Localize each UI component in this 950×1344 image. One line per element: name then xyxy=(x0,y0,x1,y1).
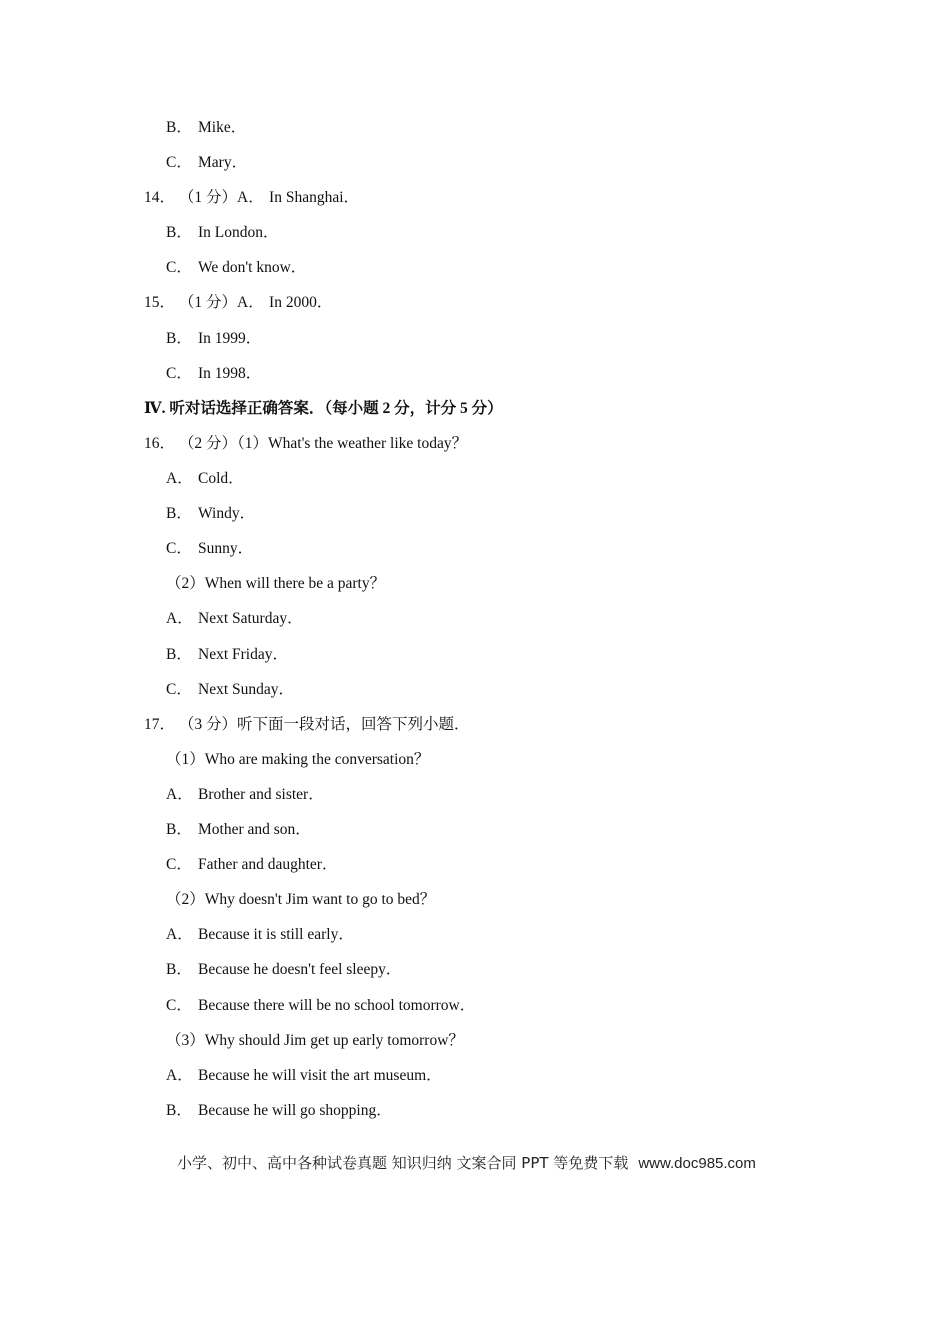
question-score: （3 分） xyxy=(178,716,238,733)
option-text: Father and daughter． xyxy=(198,856,338,873)
option-c xyxy=(166,855,337,875)
option-text: Brother and sister． xyxy=(198,786,324,803)
option-c xyxy=(166,539,253,559)
option-c xyxy=(166,680,294,700)
sub-question: （2）Why doesn't Jim want to go to bed？ xyxy=(166,891,436,908)
option-letter: C． xyxy=(166,997,192,1014)
question-score: （1 分） xyxy=(178,189,238,206)
sub-question: （3）Why should Jim get up early tomorrow？ xyxy=(166,1032,464,1049)
option-letter: C． xyxy=(166,154,192,171)
option-c xyxy=(166,258,306,278)
option-text: In 1998． xyxy=(198,365,262,382)
question-17 xyxy=(144,715,470,735)
question-number: 17． xyxy=(144,716,176,733)
option-text: Because he will visit the art museum． xyxy=(198,1067,442,1084)
option-text: Because he doesn't feel sleepy． xyxy=(198,961,402,978)
section-heading: Ⅳ. 听对话选择正确答案．（每小题 2 分，计分 5 分） xyxy=(144,400,503,417)
option-letter: B． xyxy=(166,646,192,663)
option-letter: B． xyxy=(166,961,192,978)
option-letter: A． xyxy=(237,294,264,311)
option-b xyxy=(166,118,246,138)
option-letter: A． xyxy=(166,610,193,627)
question-number: 15． xyxy=(144,294,176,311)
option-text: In 2000． xyxy=(269,294,333,311)
option-a xyxy=(166,785,324,805)
option-letter: A． xyxy=(237,189,264,206)
option-c xyxy=(166,364,261,384)
option-text: Next Saturday． xyxy=(198,610,303,627)
option-text: Mother and son． xyxy=(198,821,311,838)
option-letter: B． xyxy=(166,330,192,347)
sub-question: （2）When will there be a party？ xyxy=(166,575,386,592)
option-text: In 1999． xyxy=(198,330,262,347)
option-text: Windy． xyxy=(198,505,256,522)
option-b xyxy=(166,504,255,524)
option-a xyxy=(166,469,244,489)
option-letter: B． xyxy=(166,119,192,136)
option-text: Next Friday． xyxy=(198,646,288,663)
question-score: （2 分） xyxy=(178,435,238,452)
option-text: Because he will go shopping． xyxy=(198,1102,392,1119)
option-letter: A． xyxy=(166,926,193,943)
question-number: 16． xyxy=(144,435,176,452)
option-letter: C． xyxy=(166,681,192,698)
option-b xyxy=(166,645,288,665)
option-letter: C． xyxy=(166,540,192,557)
option-b xyxy=(166,960,401,980)
option-letter: A． xyxy=(166,786,193,803)
option-a xyxy=(166,1066,442,1086)
option-b xyxy=(166,223,279,243)
sub-question: （1）Who are making the conversation？ xyxy=(166,751,430,768)
question-14 xyxy=(144,188,359,208)
option-text: Because it is still early． xyxy=(198,926,354,943)
option-text: Mike． xyxy=(198,119,247,136)
option-letter: B． xyxy=(166,505,192,522)
footer-text: 小学、初中、高中各种试卷真题 知识归纳 文案合同 PPT 等免费下载 xyxy=(177,1154,629,1172)
question-number: 14． xyxy=(144,189,176,206)
question-16 xyxy=(144,434,467,454)
question-score: （1 分） xyxy=(178,294,238,311)
option-b xyxy=(166,329,261,349)
option-text: Cold． xyxy=(198,470,244,487)
option-c xyxy=(166,996,475,1016)
option-letter: C． xyxy=(166,365,192,382)
question-15 xyxy=(144,293,332,313)
option-letter: A． xyxy=(166,1067,193,1084)
question-text: 听下面一段对话，回答下列小题． xyxy=(237,716,470,733)
option-letter: C． xyxy=(166,259,192,276)
option-b xyxy=(166,820,311,840)
option-letter: B． xyxy=(166,224,192,241)
option-letter: B． xyxy=(166,1102,192,1119)
option-a xyxy=(166,925,354,945)
option-text: In Shanghai． xyxy=(269,189,360,206)
option-text: We don't know． xyxy=(198,259,307,276)
option-b xyxy=(166,1101,392,1121)
option-c xyxy=(166,153,247,173)
option-text: Mary． xyxy=(198,154,248,171)
option-text: Next Sunday． xyxy=(198,681,295,698)
page-footer xyxy=(177,1152,756,1173)
footer-link[interactable]: www.doc985.com xyxy=(638,1155,756,1172)
sub-question: （1）What's the weather like today？ xyxy=(237,435,468,452)
option-text: In London． xyxy=(198,224,279,241)
option-letter: B． xyxy=(166,821,192,838)
option-a xyxy=(166,609,303,629)
option-letter: A． xyxy=(166,470,193,487)
option-letter: C． xyxy=(166,856,192,873)
option-text: Because there will be no school tomorrow． xyxy=(198,997,476,1014)
option-text: Sunny． xyxy=(198,540,254,557)
